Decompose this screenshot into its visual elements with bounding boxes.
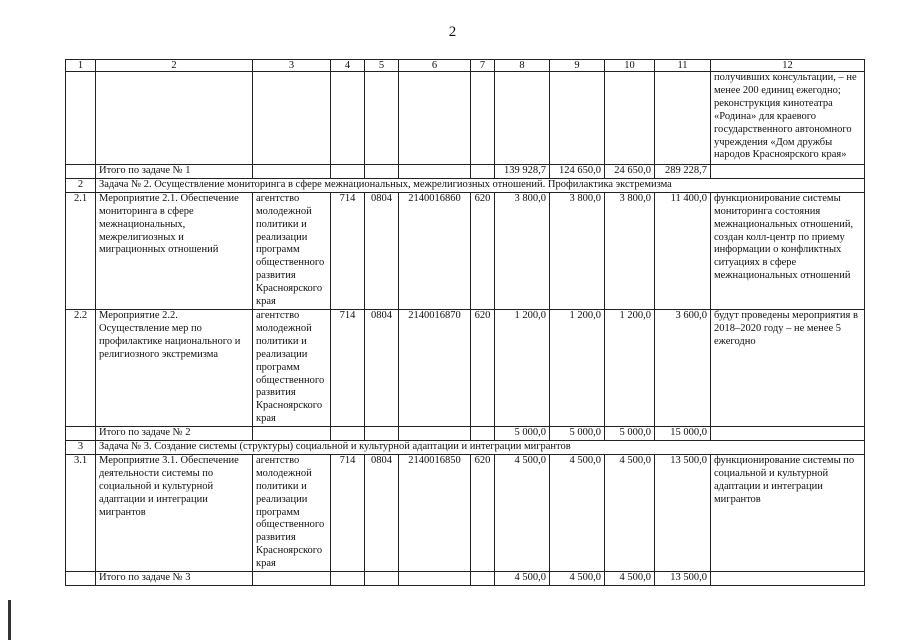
item-value-10: 3 800,0 (605, 192, 655, 309)
column-number: 2 (96, 60, 253, 72)
column-number: 7 (471, 60, 495, 72)
item-code-4: 714 (331, 192, 365, 309)
task-number: 3 (66, 441, 96, 455)
item-value-8: 3 800,0 (495, 192, 550, 309)
item-code-6: 2140016870 (399, 309, 471, 426)
continuation-row (66, 72, 865, 165)
column-number: 9 (550, 60, 605, 72)
total-value-10: 5 000,0 (605, 427, 655, 441)
total-value-9: 124 650,0 (550, 165, 605, 179)
budget-table (65, 59, 865, 586)
item-number: 2.2 (66, 309, 96, 426)
item-result: функционирование системы мониторинга состояния межнациональных отношений, создан колл-центр по приему информации о конфликтных ситуациях в сфере межнациональных отношений (711, 192, 865, 309)
total-value-8: 5 000,0 (495, 427, 550, 441)
item-name: Мероприятие 3.1. Обеспечение деятельности системы по социальной и культурной адаптации и интеграции мигрантов (96, 454, 253, 571)
item-code-4: 714 (331, 309, 365, 426)
total-value-11: 13 500,0 (655, 572, 711, 586)
item-value-8: 4 500,0 (495, 454, 550, 571)
total-label: Итого по задаче № 1 (96, 165, 253, 179)
column-number: 10 (605, 60, 655, 72)
item-code-6: 2140016850 (399, 454, 471, 571)
column-number: 8 (495, 60, 550, 72)
column-number: 3 (253, 60, 331, 72)
total-value-10: 4 500,0 (605, 572, 655, 586)
result-cell: получивших консультации, – не менее 200 единиц ежегодно; реконструкция кинотеатра «Родина» для краевого государственного автономного учреждения «Дом дружбы народов Красноярского края» (711, 72, 865, 165)
item-value-11: 11 400,0 (655, 192, 711, 309)
total-row (66, 165, 865, 179)
item-value-10: 1 200,0 (605, 309, 655, 426)
total-value-11: 289 228,7 (655, 165, 711, 179)
total-value-11: 15 000,0 (655, 427, 711, 441)
total-row (66, 572, 865, 586)
item-code-5: 0804 (365, 309, 399, 426)
task-row (66, 441, 865, 455)
item-agency: агентство молодежной политики и реализации программ общественного развития Красноярского края (253, 309, 331, 426)
item-row (66, 192, 865, 309)
item-value-11: 3 600,0 (655, 309, 711, 426)
item-value-9: 4 500,0 (550, 454, 605, 571)
total-value-9: 4 500,0 (550, 572, 605, 586)
item-name: Мероприятие 2.2. Осуществление мер по профилактике национального и религиозного экстремизма (96, 309, 253, 426)
item-code-6: 2140016860 (399, 192, 471, 309)
item-value-8: 1 200,0 (495, 309, 550, 426)
task-number: 2 (66, 178, 96, 192)
item-row (66, 309, 865, 426)
total-value-9: 5 000,0 (550, 427, 605, 441)
total-label: Итого по задаче № 2 (96, 427, 253, 441)
total-value-8: 139 928,7 (495, 165, 550, 179)
column-number: 5 (365, 60, 399, 72)
item-agency: агентство молодежной политики и реализации программ общественного развития Красноярского края (253, 454, 331, 571)
task-row (66, 178, 865, 192)
item-result: будут проведены мероприятия в 2018–2020 году – не менее 5 ежегодно (711, 309, 865, 426)
item-code-5: 0804 (365, 454, 399, 571)
item-code-7: 620 (471, 192, 495, 309)
task-title: Задача № 3. Создание системы (структуры) социальной и культурной адаптации и интеграции мигрантов (96, 441, 865, 455)
column-number: 1 (66, 60, 96, 72)
item-code-5: 0804 (365, 192, 399, 309)
item-code-7: 620 (471, 309, 495, 426)
item-code-7: 620 (471, 454, 495, 571)
column-number: 6 (399, 60, 471, 72)
total-row (66, 427, 865, 441)
item-result: функционирование системы по социальной и культурной адаптации и интеграции мигрантов (711, 454, 865, 571)
item-row (66, 454, 865, 571)
item-number: 3.1 (66, 454, 96, 571)
total-value-10: 24 650,0 (605, 165, 655, 179)
scan-edge-mark (8, 600, 11, 640)
item-value-9: 1 200,0 (550, 309, 605, 426)
task-title: Задача № 2. Осуществление мониторинга в сфере межнациональных, межрелигиозных отношений. Профилактика экстремизма (96, 178, 865, 192)
item-value-10: 4 500,0 (605, 454, 655, 571)
page-number: 2 (448, 24, 457, 40)
item-number: 2.1 (66, 192, 96, 309)
item-value-11: 13 500,0 (655, 454, 711, 571)
total-value-8: 4 500,0 (495, 572, 550, 586)
total-label: Итого по задаче № 3 (96, 572, 253, 586)
item-agency: агентство молодежной политики и реализации программ общественного развития Красноярского края (253, 192, 331, 309)
item-value-9: 3 800,0 (550, 192, 605, 309)
item-code-4: 714 (331, 454, 365, 571)
column-number-row (66, 60, 865, 72)
column-number: 12 (711, 60, 865, 72)
column-number: 4 (331, 60, 365, 72)
column-number: 11 (655, 60, 711, 72)
item-name: Мероприятие 2.1. Обеспечение мониторинга в сфере межнациональных, межрелигиозных и миграционных отношений (96, 192, 253, 309)
